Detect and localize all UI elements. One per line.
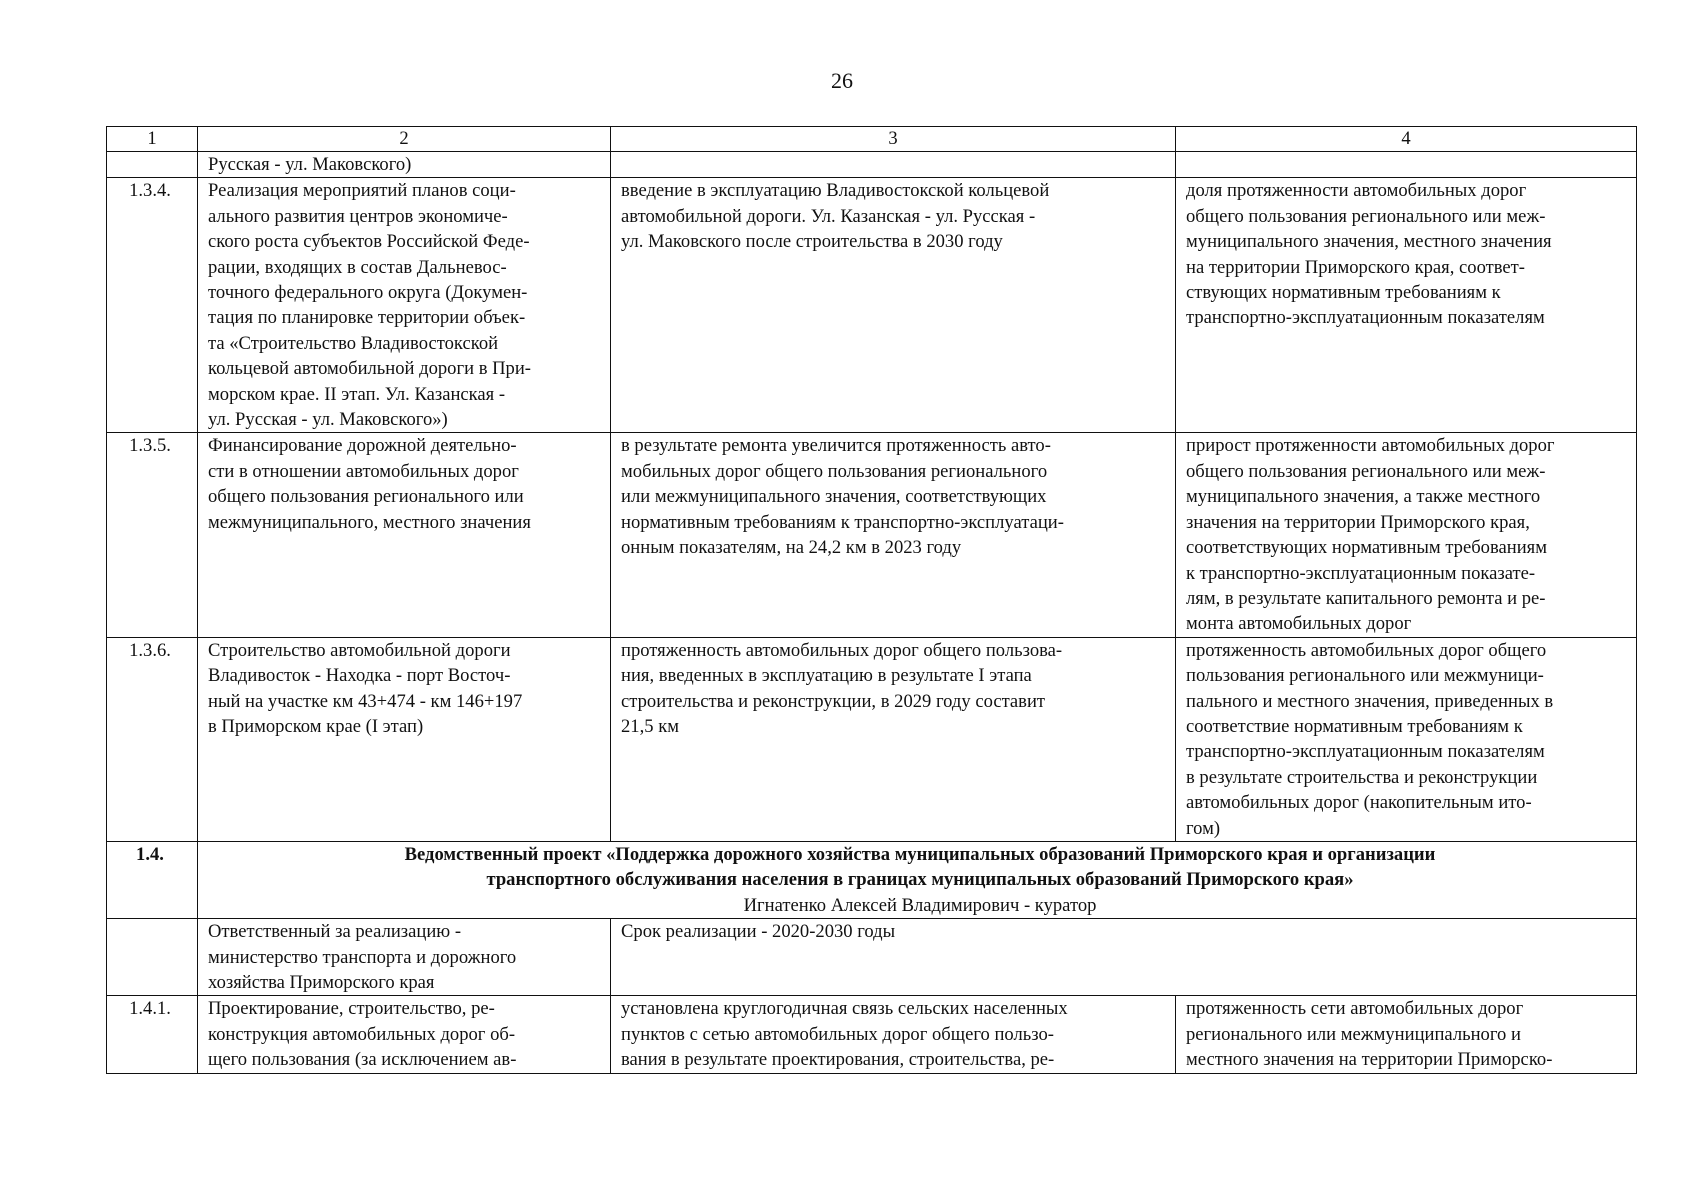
text-line: нормативным требованиям к транспортно-эксплуатаци- <box>621 511 1064 533</box>
text-line: щего пользования (за исключением ав- <box>208 1049 517 1071</box>
text-line: хозяйства Приморского края <box>208 972 435 993</box>
text-line: соответствие нормативным требованиям к <box>1186 715 1523 737</box>
text-line: общего пользования регионального или <box>208 486 524 508</box>
text-line: протяженность сети автомобильных дорог <box>1186 998 1524 1020</box>
text-line: вания в результате проектирования, строительства, ре- <box>621 1049 1055 1071</box>
row-num: 1.3.6. <box>107 637 198 841</box>
text-line: рации, входящих в состав Дальневос- <box>208 256 507 278</box>
text-line: ный на участке км 43+474 - км 146+197 <box>208 690 523 712</box>
text-line: протяженность автомобильных дорог общего пользова- <box>621 639 1063 661</box>
text-line: ского роста субъектов Российской Феде- <box>208 231 530 253</box>
text-line: общего пользования регионального или меж- <box>1186 460 1546 482</box>
text-line: Строительство автомобильной дороги <box>208 639 511 661</box>
cell-col4 <box>1176 152 1637 178</box>
text-line: пунктов с сетью автомобильных дорог общего пользо- <box>621 1023 1054 1045</box>
page-number: 26 <box>831 68 853 93</box>
cell-col2 <box>198 152 611 178</box>
text-line: ствующих нормативным требованиям к <box>1186 282 1501 304</box>
text-line: морском крае. II этап. Ул. Казанская - <box>208 383 506 405</box>
text-line: муниципального значения, местного значения <box>1186 231 1552 253</box>
text-line: протяженность автомобильных дорог общего <box>1186 639 1547 661</box>
table-row <box>107 637 1637 841</box>
text-line: муниципального значения, а также местного <box>1186 486 1541 508</box>
text-line: кольцевой автомобильной дороги в При- <box>208 358 531 380</box>
table-row <box>107 996 1637 1073</box>
section-row <box>107 841 1637 918</box>
text-line: автомобильных дорог (накопительным ито- <box>1186 792 1532 814</box>
cell-col2 <box>198 637 611 841</box>
text-line: значения на территории Приморского края, <box>1186 511 1530 533</box>
text-line: мобильных дорог общего пользования регионального <box>621 460 1048 482</box>
text-line: Проектирование, строительство, ре- <box>208 998 495 1020</box>
row-num: 1.4.1. <box>107 996 198 1073</box>
text-line: лям, в результате капитального ремонта и ре- <box>1186 587 1546 609</box>
section-title-line: транспортного обслуживания населения в границах муниципальных образований Приморского края» <box>486 869 1354 891</box>
text-line: в результате ремонта увеличится протяженность авто- <box>621 435 1051 457</box>
cell-col2 <box>198 178 611 433</box>
header-col-3: 3 <box>611 127 1176 152</box>
text-line: в результате строительства и реконструкции <box>1186 766 1538 788</box>
text-line: онным показателям, на 24,2 км в 2023 году <box>621 537 962 559</box>
text-line: тация по планировке территории объек- <box>208 307 526 329</box>
header-col-1: 1 <box>107 127 198 152</box>
cell-col4 <box>1176 178 1637 433</box>
term-cell <box>611 919 1637 996</box>
text-line: доля протяженности автомобильных дорог <box>1186 180 1527 202</box>
table-row <box>107 433 1637 637</box>
cell-col3 <box>611 433 1176 637</box>
text-line: местного значения на территории Приморско- <box>1186 1049 1553 1071</box>
table-row <box>107 178 1637 433</box>
text-line: конструкция автомобильных дорог об- <box>208 1023 516 1045</box>
text-line: монта автомобильных дорог <box>1186 613 1412 635</box>
header-col-4: 4 <box>1176 127 1637 152</box>
text-line: транспортно-эксплуатационным показателям <box>1186 307 1545 329</box>
text-line: пользования регионального или межмуници- <box>1186 665 1544 687</box>
text-line: ул. Русская - ул. Маковского») <box>208 409 448 431</box>
cell-col2 <box>198 433 611 637</box>
cell-col4 <box>1176 637 1637 841</box>
text-line: прирост протяженности автомобильных дорог <box>1186 435 1555 457</box>
row-num: 1.3.4. <box>107 178 198 433</box>
text-line: точного федерального округа (Докумен- <box>208 282 528 304</box>
responsible-cell <box>198 919 611 996</box>
text-line: межмуниципального, местного значения <box>208 511 531 533</box>
cell-col4 <box>1176 996 1637 1073</box>
text-line: регионального или межмуниципального и <box>1186 1023 1521 1045</box>
cell-col3 <box>611 152 1176 178</box>
text-line: или межмуниципального значения, соответствующих <box>621 486 1047 508</box>
text-line: та «Строительство Владивостокской <box>208 332 499 354</box>
text-line: ул. Маковского после строительства в 2030 году <box>621 231 1003 253</box>
text-line: установлена круглогодичная связь сельских населенных <box>621 998 1068 1020</box>
text-line: на территории Приморского края, соответ- <box>1186 256 1525 278</box>
section-num: 1.4. <box>107 841 198 918</box>
text-line: Реализация мероприятий планов соци- <box>208 180 516 202</box>
cell-col4 <box>1176 433 1637 637</box>
section-cell <box>198 841 1637 918</box>
responsible-row <box>107 919 1637 996</box>
cell-col3 <box>611 996 1176 1073</box>
text-line: Финансирование дорожной деятельно- <box>208 435 517 457</box>
text-line: ального развития центров экономиче- <box>208 205 508 227</box>
text-line: к транспортно-эксплуатационным показате- <box>1186 562 1536 584</box>
text-line: гом) <box>1186 817 1221 839</box>
text-line: соответствующих нормативным требованиям <box>1186 537 1547 559</box>
text-line: в Приморском крае (I этап) <box>208 715 424 737</box>
cell-col3 <box>611 178 1176 433</box>
text-line: ния, введенных в эксплуатацию в результате I этапа <box>621 665 1032 687</box>
measures-table <box>106 126 1637 1074</box>
row-num <box>107 152 198 178</box>
row-num: 1.3.5. <box>107 433 198 637</box>
text-line: введение в эксплуатацию Владивостокской кольцевой <box>621 180 1050 202</box>
text-line: министерство транспорта и дорожного <box>208 946 517 968</box>
row-num <box>107 919 198 996</box>
cell-col3 <box>611 637 1176 841</box>
section-title-line: Ведомственный проект «Поддержка дорожного хозяйства муниципальных образований Приморского края и организации <box>404 843 1436 865</box>
text-line: Срок реализации - 2020-2030 годы <box>621 921 896 943</box>
header-col-2: 2 <box>198 127 611 152</box>
cell-col2 <box>198 996 611 1073</box>
text-line: строительства и реконструкции, в 2029 году составит <box>621 690 1046 712</box>
text-line: Владивосток - Находка - порт Восточ- <box>208 665 511 687</box>
text-line: автомобильной дороги. Ул. Казанская - ул. Русская - <box>621 205 1036 227</box>
section-curator: Игнатенко Алексей Владимирович - куратор <box>743 894 1097 916</box>
text-line: Ответственный за реализацию - <box>208 921 462 943</box>
text-line: сти в отношении автомобильных дорог <box>208 460 519 482</box>
text-line: пального и местного значения, приведенных в <box>1186 690 1554 712</box>
text-line: общего пользования регионального или меж- <box>1186 205 1546 227</box>
continuation-row <box>107 152 1637 178</box>
text-line: транспортно-эксплуатационным показателям <box>1186 741 1545 763</box>
text-line: 21,5 км <box>621 715 679 737</box>
table-header-row <box>107 127 1637 152</box>
text-line: Русская - ул. Маковского) <box>208 154 412 175</box>
